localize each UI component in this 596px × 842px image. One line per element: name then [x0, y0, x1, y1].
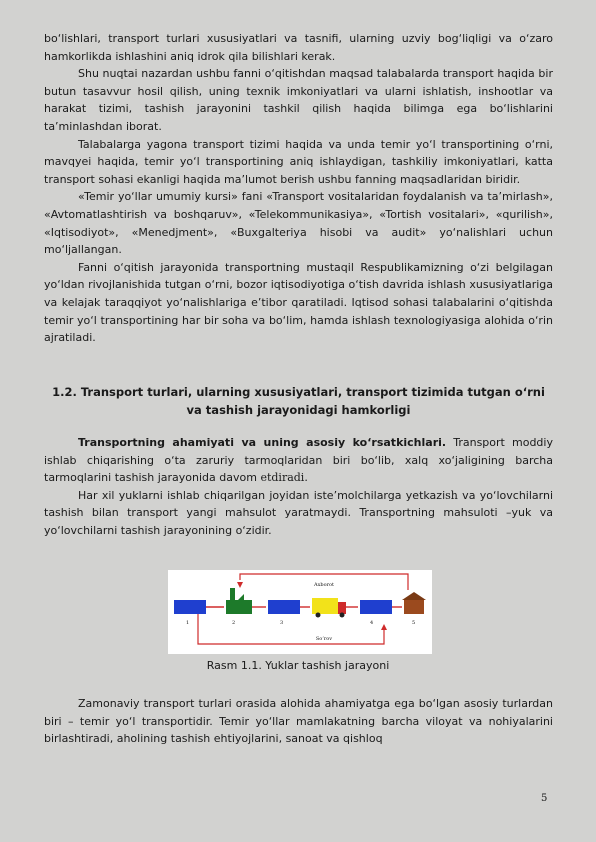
step-number: 3	[280, 620, 284, 626]
closing-text	[44, 695, 553, 748]
text-run: va yo‘lovchilarni tashish bilan transport yangi mahsulot yaratmaydi. Transportning mahsuloti –yuk va yo‘lovchilarni tashish jarayonining o‘zidir.	[44, 488, 553, 537]
truck-cargo	[312, 598, 338, 614]
truck-wheel	[316, 613, 321, 618]
paragraph: «Temir yo‘llar umumiy kursi» fani «Transport vositalaridan foydalanish va ta’mirlash», «Avtomatlashtirish va boshqaruv», «Telekommunikasiya», «Tortish vositalari», «qurilish», «Iqtisodiyot», «Menedjment», «Buxgalteriya hisobi va audit» yo‘nalishlari uchun mo‘ljallangan.	[44, 190, 553, 257]
text-run: sh	[445, 488, 458, 502]
cargo-process-diagram	[168, 570, 432, 654]
factory-icon	[226, 600, 252, 614]
step-number: 2	[232, 620, 236, 626]
info-label: Axborot	[313, 582, 335, 588]
paragraph: Talabalarga yagona transport tizimi haqida va unda temir yo‘l transportining o‘rni, mavqyei haqida, temir yo‘l transportining aniq ishlaydigan, tashkiliy imkoniyatlari, katta transport sohasi ekanligi haqida ma’lumot berish ushbu fanning maqsadlaridan biridir.	[44, 137, 553, 186]
step-number: 4	[370, 620, 374, 626]
paragraph: Fanni o‘qitish jarayonida transportning mustaqil Respublikamizning o‘zi belgilagan yo‘ldan rivojlanishida tutgan o‘rni, bozor iqtisodiyotiga o‘tish davrida ishlash xususiyatlariga va kelajak taraqqiyot yo‘nalishlariga e’tibor qaratiladi. Iqtisod sohasi talabalarini o‘qitishda temir yo‘l transportining har bir soha va bo‘lim, hamda ishlash texnologiyasiga alohida o‘rin ajratiladi.	[44, 260, 553, 345]
paragraph	[44, 487, 553, 540]
body-text	[44, 434, 553, 540]
paragraph: bo‘lishlari, transport turlari xususiyatlari va tasnifi, ularning uzviy bog‘liqligi va o‘zaro hamkorlikda ishlashini aniq idrok qila bilishlari kerak.	[44, 32, 553, 63]
step-number: 5	[412, 620, 416, 626]
truck-wheel	[340, 613, 345, 618]
paragraph: Zamonaviy transport turlari orasida alohida ahamiyatga ega bo‘lgan asosiy turlardan biri – temir yo‘l transportidir. Temir yo‘llar mamlakatning barcha viloyat va nohiyalarini birlashtiradi, aholining tashish ehtiyojlarini, sanoat va qishloq	[44, 697, 553, 746]
truck-cab	[338, 602, 346, 614]
intro-text	[44, 30, 553, 347]
request-label: So‘rov	[315, 636, 333, 642]
paragraph	[44, 434, 553, 487]
house-icon	[404, 600, 424, 614]
section-heading	[44, 383, 553, 419]
heading-line: va tashish jarayonidagi hamkorligi	[186, 403, 411, 417]
figure-caption: Rasm 1.1. Yuklar tashish jarayoni	[206, 659, 390, 672]
text-run: etdiradi.	[260, 471, 308, 485]
paragraph: Shu nuqtai nazardan ushbu fanni o‘qitishdan maqsad talabalarda transport haqida bir butun tasavvur hosil qilish, uning texnik imkoniyatlari va ularni ishlatish, inshootlar va harakat tizimi, tashish jarayonini tashkil qilish haqida bilimga ega bo‘lishlarini ta’minlashdan iborat.	[44, 67, 553, 133]
blue-container	[268, 600, 300, 614]
step-number: 1	[186, 620, 190, 626]
text-run: Har xil yuklarni ishlab chiqarilgan joyidan iste’molchilarga yetkazi	[78, 488, 446, 502]
text-run: Transport moddiy ishlab chiqarishing o‘ta zaruriy tarmoqlaridan biri bo‘lib, xalq xo‘jaligining barcha tarmoqlarini tashish jarayonida davom	[44, 436, 553, 485]
factory-chimney	[230, 588, 235, 602]
bold-lead: Transportning ahamiyati va uning asosiy ko‘rsatkichlari.	[78, 436, 447, 449]
blue-container	[174, 600, 206, 614]
page-number: 5	[541, 793, 548, 804]
blue-container	[360, 600, 392, 614]
heading-line: 1.2. Transport turlari, ularning xususiyatlari, transport tizimida tutgan o‘rni	[52, 385, 545, 399]
